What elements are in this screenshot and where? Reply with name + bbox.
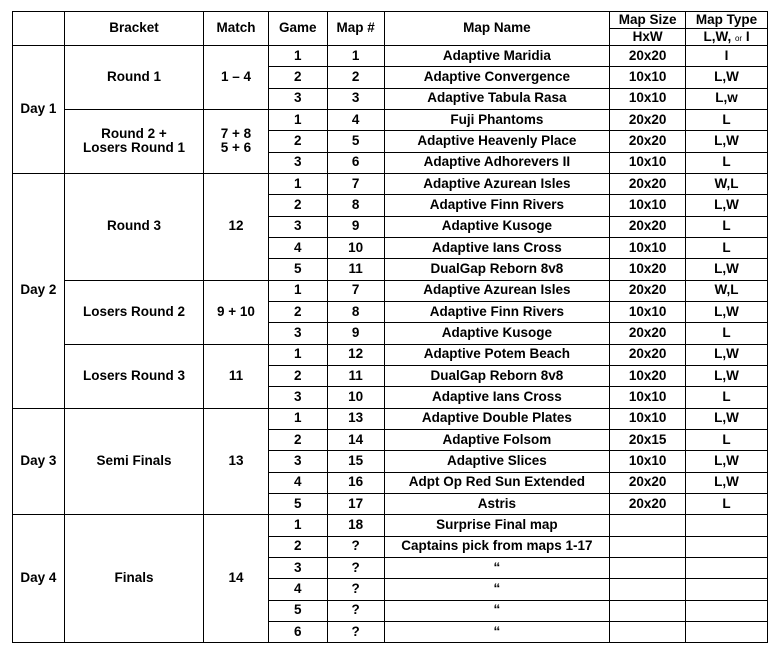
day-label: Day 1 xyxy=(13,46,65,174)
map-name: Adaptive Ians Cross xyxy=(384,237,610,258)
map-number: 9 xyxy=(327,216,384,237)
map-size: 10x10 xyxy=(610,237,686,258)
map-size xyxy=(610,600,686,621)
map-size: 10x10 xyxy=(610,152,686,173)
map-name: “ xyxy=(384,621,610,642)
map-size: 10x10 xyxy=(610,387,686,408)
map-name: Adaptive Convergence xyxy=(384,67,610,88)
bracket-name xyxy=(64,173,203,280)
map-name: Adaptive Azurean Isles xyxy=(384,280,610,301)
map-number: ? xyxy=(327,557,384,578)
map-name: Captains pick from maps 1-17 xyxy=(384,536,610,557)
map-type xyxy=(686,579,768,600)
game-number: 1 xyxy=(268,344,327,365)
map-number: 7 xyxy=(327,173,384,194)
match-number-line: 14 xyxy=(228,570,244,586)
match-number-line: 11 xyxy=(228,367,244,383)
map-name: Adaptive Tabula Rasa xyxy=(384,88,610,109)
map-number: 8 xyxy=(327,195,384,216)
game-number: 4 xyxy=(268,237,327,258)
map-number: 1 xyxy=(327,46,384,67)
map-name: Adaptive Azurean Isles xyxy=(384,173,610,194)
map-name: Adpt Op Red Sun Extended xyxy=(384,472,610,493)
map-number: 3 xyxy=(327,88,384,109)
bracket-name xyxy=(64,515,203,643)
map-number: ? xyxy=(327,621,384,642)
map-size xyxy=(610,579,686,600)
map-type xyxy=(686,515,768,536)
map-size: 10x20 xyxy=(610,365,686,386)
map-number: 12 xyxy=(327,344,384,365)
map-number: 14 xyxy=(327,429,384,450)
bracket-name xyxy=(64,109,203,173)
map-name: Adaptive Maridia xyxy=(384,46,610,67)
game-number: 1 xyxy=(268,280,327,301)
map-number: 13 xyxy=(327,408,384,429)
day-label: Day 4 xyxy=(13,515,65,643)
header-map-size: Map Size xyxy=(610,12,686,29)
map-number: 11 xyxy=(327,259,384,280)
bracket-name-line: Round 2 + xyxy=(101,125,167,141)
schedule-row xyxy=(13,109,768,130)
map-number: ? xyxy=(327,579,384,600)
game-number: 2 xyxy=(268,195,327,216)
map-size: 10x10 xyxy=(610,88,686,109)
map-size: 10x10 xyxy=(610,67,686,88)
tournament-schedule-table xyxy=(12,11,768,643)
map-name: DualGap Reborn 8v8 xyxy=(384,365,610,386)
map-number: 8 xyxy=(327,301,384,322)
map-type: I xyxy=(686,46,768,67)
match-number xyxy=(204,408,269,515)
map-number: 2 xyxy=(327,67,384,88)
map-type: W,L xyxy=(686,173,768,194)
map-name: “ xyxy=(384,579,610,600)
header-map-number: Map # xyxy=(327,12,384,46)
bracket-name-line: Round 1 xyxy=(106,69,161,85)
header-map-type-sub xyxy=(686,29,768,46)
match-number xyxy=(204,173,269,280)
game-number: 2 xyxy=(268,365,327,386)
map-number: 15 xyxy=(327,451,384,472)
map-name: Adaptive Finn Rivers xyxy=(384,195,610,216)
header-map-type: Map Type xyxy=(686,12,768,29)
match-number-line: 7 + 8 xyxy=(220,125,252,141)
game-number: 2 xyxy=(268,536,327,557)
map-size: 10x10 xyxy=(610,195,686,216)
match-number-line: 5 + 6 xyxy=(220,140,252,156)
map-type-sub-a: L,W, xyxy=(703,28,732,44)
game-number: 4 xyxy=(268,579,327,600)
map-type: L,W xyxy=(686,67,768,88)
map-size: 20x20 xyxy=(610,216,686,237)
map-number: 17 xyxy=(327,493,384,514)
map-type: L,W xyxy=(686,472,768,493)
map-type: W,L xyxy=(686,280,768,301)
map-size xyxy=(610,621,686,642)
map-number: 5 xyxy=(327,131,384,152)
map-type: L,W xyxy=(686,131,768,152)
game-number: 2 xyxy=(268,67,327,88)
match-number-line: 9 + 10 xyxy=(217,303,255,319)
game-number: 1 xyxy=(268,173,327,194)
map-number: 4 xyxy=(327,109,384,130)
map-number: 11 xyxy=(327,365,384,386)
game-number: 6 xyxy=(268,621,327,642)
map-type: L,W xyxy=(686,195,768,216)
map-size: 20x20 xyxy=(610,280,686,301)
map-name: DualGap Reborn 8v8 xyxy=(384,259,610,280)
game-number: 1 xyxy=(268,408,327,429)
map-name: Adaptive Heavenly Place xyxy=(384,131,610,152)
map-size xyxy=(610,515,686,536)
game-number: 3 xyxy=(268,323,327,344)
map-name: “ xyxy=(384,600,610,621)
map-size: 10x10 xyxy=(610,408,686,429)
map-size: 20x20 xyxy=(610,173,686,194)
map-size xyxy=(610,557,686,578)
map-size: 10x20 xyxy=(610,259,686,280)
map-type: L,w xyxy=(686,88,768,109)
map-name: Adaptive Adhorevers II xyxy=(384,152,610,173)
match-number-line: 13 xyxy=(228,452,244,468)
schedule-row xyxy=(13,173,768,194)
schedule-body xyxy=(13,46,768,643)
map-name: Adaptive Potem Beach xyxy=(384,344,610,365)
game-number: 2 xyxy=(268,301,327,322)
map-size: 20x20 xyxy=(610,131,686,152)
map-name: Adaptive Kusoge xyxy=(384,323,610,344)
game-number: 5 xyxy=(268,259,327,280)
schedule-row xyxy=(13,515,768,536)
bracket-name xyxy=(64,408,203,515)
map-type: L,W xyxy=(686,301,768,322)
map-size: 20x20 xyxy=(610,344,686,365)
map-type-sub-b: I xyxy=(745,28,750,44)
map-type: L,W xyxy=(686,408,768,429)
bracket-name xyxy=(64,46,203,110)
schedule-row xyxy=(13,408,768,429)
map-type: L xyxy=(686,216,768,237)
map-type: L,W xyxy=(686,365,768,386)
bracket-name-line: Losers Round 2 xyxy=(82,303,185,319)
game-number: 5 xyxy=(268,493,327,514)
match-number xyxy=(204,515,269,643)
map-size: 20x20 xyxy=(610,323,686,344)
map-type xyxy=(686,536,768,557)
map-size: 20x20 xyxy=(610,46,686,67)
game-number: 3 xyxy=(268,216,327,237)
game-number: 4 xyxy=(268,472,327,493)
header-game: Game xyxy=(268,12,327,46)
map-type: L xyxy=(686,237,768,258)
map-size: 20x15 xyxy=(610,429,686,450)
schedule-row xyxy=(13,344,768,365)
map-type: L,W xyxy=(686,344,768,365)
schedule-row xyxy=(13,46,768,67)
map-name: Fuji Phantoms xyxy=(384,109,610,130)
game-number: 3 xyxy=(268,451,327,472)
map-type: L,W xyxy=(686,451,768,472)
map-size: 10x10 xyxy=(610,301,686,322)
game-number: 3 xyxy=(268,387,327,408)
map-name: Astris xyxy=(384,493,610,514)
map-number: 16 xyxy=(327,472,384,493)
map-type xyxy=(686,600,768,621)
game-number: 2 xyxy=(268,131,327,152)
map-size: 20x20 xyxy=(610,472,686,493)
match-number xyxy=(204,280,269,344)
map-size xyxy=(610,536,686,557)
game-number: 1 xyxy=(268,515,327,536)
header-corner xyxy=(13,12,65,46)
map-name: “ xyxy=(384,557,610,578)
map-number: 6 xyxy=(327,152,384,173)
map-type: L xyxy=(686,109,768,130)
map-type: L,W xyxy=(686,259,768,280)
match-number xyxy=(204,46,269,110)
bracket-name-line: Finals xyxy=(114,570,154,586)
map-name: Adaptive Ians Cross xyxy=(384,387,610,408)
map-number: 7 xyxy=(327,280,384,301)
map-number: 18 xyxy=(327,515,384,536)
header-map-size-sub: HxW xyxy=(610,29,686,46)
schedule-row xyxy=(13,280,768,301)
bracket-name-line: Losers Round 1 xyxy=(82,140,185,156)
map-name: Adaptive Folsom xyxy=(384,429,610,450)
map-size: 20x20 xyxy=(610,493,686,514)
map-number: 9 xyxy=(327,323,384,344)
match-number-line: 12 xyxy=(228,218,244,234)
header-bracket: Bracket xyxy=(64,12,203,46)
header-match: Match xyxy=(204,12,269,46)
bracket-name-line: Round 3 xyxy=(106,218,161,234)
bracket-name xyxy=(64,280,203,344)
map-type-sub-or: or xyxy=(734,33,743,43)
map-number: ? xyxy=(327,600,384,621)
map-name: Surprise Final map xyxy=(384,515,610,536)
map-name: Adaptive Kusoge xyxy=(384,216,610,237)
map-type: L xyxy=(686,152,768,173)
map-number: 10 xyxy=(327,237,384,258)
day-label: Day 3 xyxy=(13,408,65,515)
game-number: 1 xyxy=(268,46,327,67)
bracket-name-line: Semi Finals xyxy=(96,452,172,468)
bracket-name-line: Losers Round 3 xyxy=(82,367,185,383)
game-number: 2 xyxy=(268,429,327,450)
map-name: Adaptive Slices xyxy=(384,451,610,472)
map-name: Adaptive Finn Rivers xyxy=(384,301,610,322)
match-number xyxy=(204,109,269,173)
bracket-name xyxy=(64,344,203,408)
map-type: L xyxy=(686,387,768,408)
match-number-line: 1 – 4 xyxy=(220,69,251,85)
day-label: Day 2 xyxy=(13,173,65,408)
map-size: 10x10 xyxy=(610,451,686,472)
map-type xyxy=(686,557,768,578)
game-number: 3 xyxy=(268,557,327,578)
game-number: 3 xyxy=(268,152,327,173)
map-type: L xyxy=(686,429,768,450)
map-type: L xyxy=(686,323,768,344)
map-number: 10 xyxy=(327,387,384,408)
map-name: Adaptive Double Plates xyxy=(384,408,610,429)
map-type: L xyxy=(686,493,768,514)
game-number: 1 xyxy=(268,109,327,130)
map-type xyxy=(686,621,768,642)
header-map-name: Map Name xyxy=(384,12,610,46)
map-number: ? xyxy=(327,536,384,557)
match-number xyxy=(204,344,269,408)
game-number: 5 xyxy=(268,600,327,621)
game-number: 3 xyxy=(268,88,327,109)
map-size: 20x20 xyxy=(610,109,686,130)
